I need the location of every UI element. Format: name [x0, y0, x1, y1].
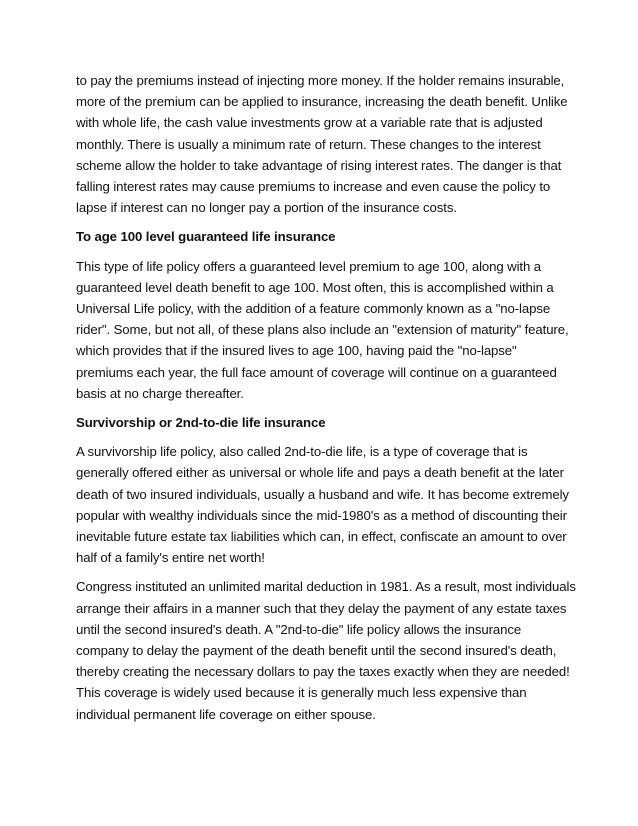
paragraph-age-100: This type of life policy offers a guaranteed level premium to age 100, along with a guaranteed level death benefit to age 100. Most often, this is accomplished within a Universal Life policy, with the addition of a feature commonly known as a "no-lapse rider". Some, but not all, of these plans also include an "extension of maturity" feature, which provides that if the insured lives to age 100, having paid the "no-lapse" premiums each year, the full face amount of coverage will continue on a guaranteed basis at no charge thereafter. — [76, 258, 569, 401]
paragraph-survivorship: A survivorship life policy, also called 2nd-to-die life, is a type of coverage that is generally offered either as universal or whole life and pays a death benefit at the later death of two insured individuals, usually a husband and wife. It has become extremely popular with wealthy individuals since the mid-1980's as a method of discounting their inevitable future estate tax liabilities which can, in effect, confiscate an amount to over half of a family's entire net worth! — [76, 444, 569, 566]
document-body — [76, 70, 576, 733]
section-heading-age-100: To age 100 level guaranteed life insurance — [76, 229, 336, 245]
paragraph-marital-deduction: Congress instituted an unlimited marital deduction in 1981. As a result, most individuals arrange their affairs in a manner such that they delay the payment of any estate taxes until the second insured's death. A "2nd-to-die" life policy allows the insurance company to delay the payment of the death benefit until the second insured's death, thereby creating the necessary dollars to pay the taxes exactly when they are needed! This coverage is widely used because it is generally much less expensive than individual permanent life coverage on either spouse. — [76, 579, 576, 722]
section-heading-survivorship: Survivorship or 2nd-to-die life insurance — [76, 415, 326, 431]
paragraph-universal-life-continued: to pay the premiums instead of injecting more money. If the holder remains insurable, more of the premium can be applied to insurance, increasing the death benefit. Unlike with whole life, the cash value investments grow at a variable rate that is adjusted monthly. There is usually a minimum rate of return. These changes to the interest scheme allow the holder to take advantage of rising interest rates. The danger is that falling interest rates may cause premiums to increase and even cause the policy to lapse if interest can no longer pay a portion of the insurance costs. — [76, 73, 568, 216]
